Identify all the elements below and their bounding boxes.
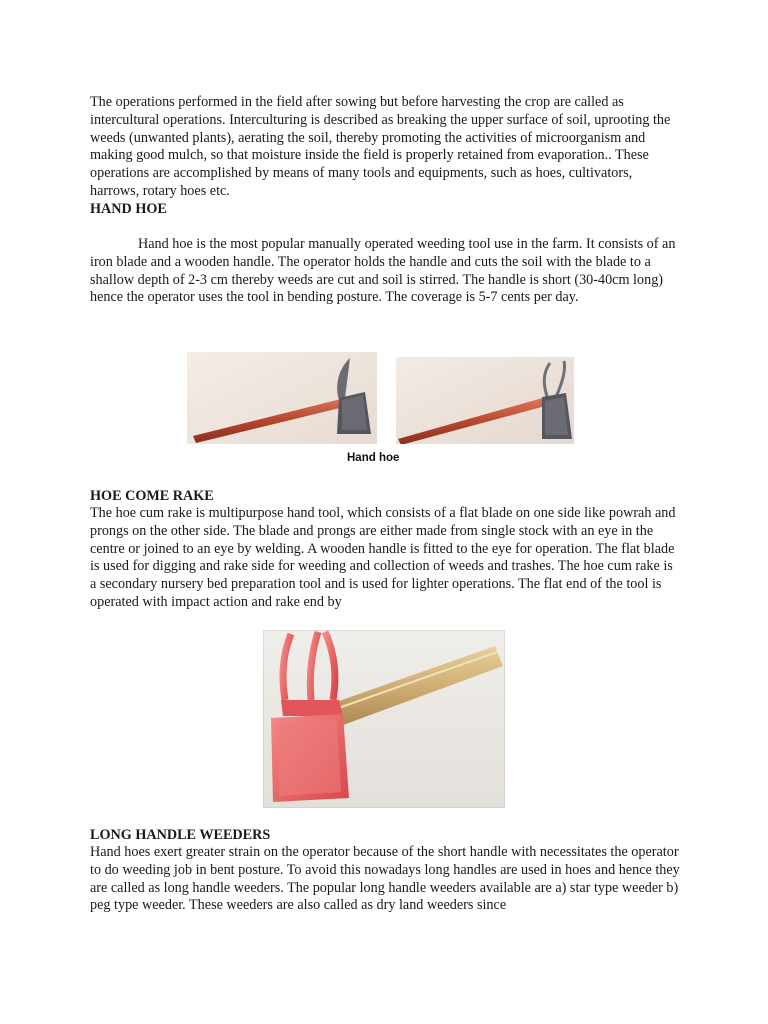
hand-hoe-paragraph: [90, 236, 680, 307]
long-handle-heading: LONG HANDLE WEEDERS: [90, 827, 271, 843]
hand-hoe-text: Hand hoe is the most popular manually operated weeding tool use in the farm. It consists of an iron blade and a wooden handle. The operator holds the handle and cuts the soil with the blade to a shallow depth of 2-3 cm thereby weeds are cut and soil is stirred. The handle is short (30-40cm long) hence the operator uses the tool in bending posture. The coverage is 5-7 cents per day.: [90, 236, 676, 306]
hoe-cum-rake-image: [263, 630, 505, 808]
intro-paragraph: The operations performed in the field after sowing but before harvesting the crop are called as intercultural operations. Interculturing is described as breaking the upper surface of soil, uprooting the weeds (unwanted plants), aerating the soil, thereby promoting the activities of microorganism and making good mulch, so that moisture inside the field is properly retained from evaporation.. These operations are accomplished by means of many tools and equipments, such as hoes, cultivators, harrows, rotary hoes etc.: [90, 94, 671, 199]
long-handle-paragraph: Hand hoes exert greater strain on the operator because of the short handle with necessitates the operator to do weeding job in bent posture. To avoid this nowadays long handles are used in hoes and hence they are called as long handle weeders. The popular long handle weeders available are a) star type weeder b) peg type weeder. These weeders are also called as dry land weeders since: [90, 844, 680, 914]
hand-hoe-heading: HAND HOE: [90, 201, 167, 217]
hand-hoe-image-right: [396, 357, 574, 444]
hand-hoe-caption: Hand hoe: [347, 452, 400, 464]
hoe-rake-heading: HOE COME RAKE: [90, 488, 214, 504]
hoe-rake-paragraph: The hoe cum rake is multipurpose hand tool, which consists of a flat blade on one side like powrah and prongs on the other side. The blade and prongs are either made from single stock with an eye in the centre or joined to an eye by welding. A wooden handle is fitted to the eye for operation. The flat blade is used for digging and rake side for weeding and collection of weeds and trashes. The hoe cum rake is a secondary nursery bed preparation tool and is used for lighter operations. The flat end of the tool is operated with impact action and rake end by: [90, 505, 676, 610]
hand-hoe-image-left: [187, 352, 377, 444]
